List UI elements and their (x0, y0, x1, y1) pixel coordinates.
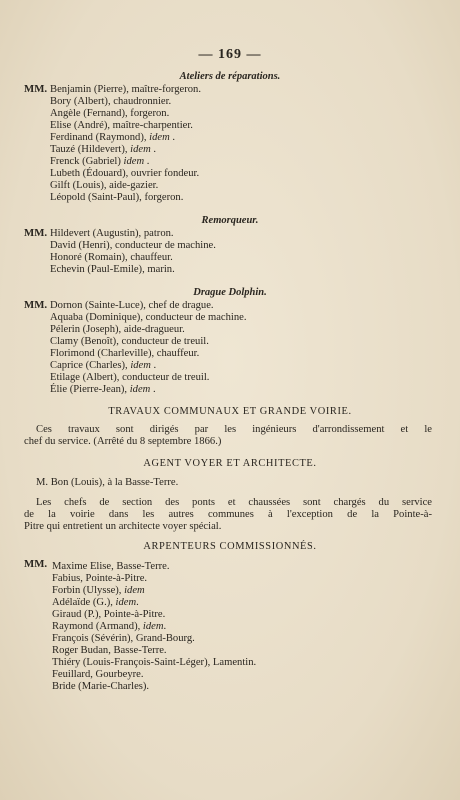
paragraph-line: de la voirie dans les autres communes à l'exception de la Pointe-à- (24, 509, 432, 520)
paragraph-line: chef du service. (Arrêté du 8 septembre 1866.) (24, 436, 222, 447)
list-item: Feuillard, Gourbeyre. (52, 669, 144, 680)
list-item: Hildevert (Augustin), patron. (50, 228, 174, 239)
list-item: Roger Budan, Basse-Terre. (52, 645, 167, 656)
paragraph-line: Ces travaux sont dirigés par les ingénieurs d'arrondissement et le (36, 424, 432, 435)
list-item: Lubeth (Édouard), ouvrier fondeur. (50, 168, 200, 179)
section-heading-travaux: TRAVAUX COMMUNAUX ET GRANDE VOIRIE. (108, 406, 352, 417)
list-item: Fabius, Pointe-à-Pitre. (52, 573, 148, 584)
mm-prefix: MM. (24, 227, 48, 239)
list-item: Echevin (Paul-Emile), marin. (50, 264, 175, 275)
list-item: Maxime Elise, Basse-Terre. (52, 561, 170, 572)
list-item: Léopold (Saint-Paul), forgeron. (50, 192, 184, 203)
mm-prefix: MM. (24, 83, 48, 95)
list-item: Bride (Marie-Charles). (52, 681, 150, 692)
list-item: Honoré (Romain), chauffeur. (50, 252, 173, 263)
section-heading-agent: AGENT VOYER ET ARCHITECTE. (143, 458, 317, 469)
section-heading-remorqueur: Remorqueur. (201, 215, 259, 226)
list-item: Bory (Albert), chaudronnier. (50, 96, 172, 107)
list-item: Thiéry (Louis-François-Saint-Léger), Lamentin. (52, 657, 257, 668)
list-item: Tauzé (Hildevert), idem . (50, 144, 157, 155)
section-heading-ateliers: Ateliers de réparations. (179, 71, 281, 82)
list-item: Aquaba (Dominique), conducteur de machine. (50, 312, 247, 323)
list-item: Raymond (Armand), idem. (52, 621, 167, 632)
mm-prefix: MM. (24, 299, 48, 311)
list-item: Etilage (Albert), conducteur de treuil. (50, 372, 210, 383)
list-item: Adélaïde (G.), idem. (52, 597, 139, 608)
section-heading-drague: Drague Dolphin. (193, 287, 267, 298)
list-item: Forbin (Ulysse), idem (52, 585, 145, 596)
mm-prefix: MM. (24, 558, 48, 570)
list-item: Pélerin (Joseph), aide-dragueur. (50, 324, 185, 335)
list-item: Clamy (Benoît), conducteur de treuil. (50, 336, 209, 347)
list-item: Gilft (Louis), aide-gazier. (50, 180, 159, 191)
list-item: Benjamin (Pierre), maître-forgeron. (50, 84, 202, 95)
list-item: Florimond (Charleville), chauffeur. (50, 348, 200, 359)
list-item: Angèle (Fernand), forgeron. (50, 108, 170, 119)
list-item: François (Sévérin), Grand-Bourg. (52, 633, 195, 644)
agent-line: M. Bon (Louis), à la Basse-Terre. (36, 477, 179, 488)
paragraph-line: Pitre qui entretient un architecte voyer spécial. (24, 521, 222, 532)
list-item: Ferdinand (Raymond), idem . (50, 132, 176, 143)
list-item: Caprice (Charles), idem . (50, 360, 157, 371)
list-item: Elise (André), maître-charpentier. (50, 120, 193, 131)
list-item: Dornon (Sainte-Luce), chef de drague. (50, 300, 214, 311)
list-item: Giraud (P.), Pointe-à-Pitre. (52, 609, 166, 620)
list-item: Frenck (Gabriel) idem . (50, 156, 150, 167)
list-item: Élie (Pierre-Jean), idem . (50, 384, 156, 395)
paragraph-line: Les chefs de section des ponts et chaussées sont chargés du service (36, 497, 432, 508)
list-item: David (Henri), conducteur de machine. (50, 240, 216, 251)
section-heading-arpenteurs: ARPENTEURS COMMISSIONNÉS. (143, 541, 317, 552)
page-number: — 169 — (198, 47, 262, 62)
